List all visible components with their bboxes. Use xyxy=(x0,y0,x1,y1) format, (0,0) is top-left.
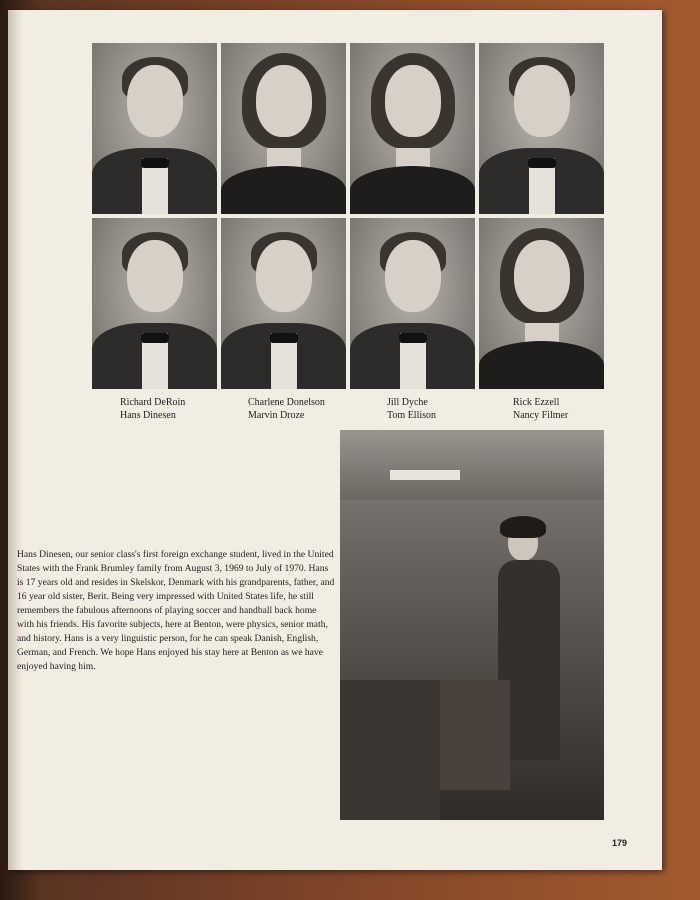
caption-name: Rick Ezzell xyxy=(513,397,560,408)
caption-name: Jill Dyche xyxy=(387,397,428,408)
caption-name: Hans Dinesen xyxy=(120,410,176,421)
caption-name: Richard DeRoin xyxy=(120,397,186,408)
caption-column-2 xyxy=(248,396,325,422)
page-edge xyxy=(8,10,24,870)
portrait-charlene-donelson xyxy=(221,43,346,214)
portrait-marvin-droze xyxy=(221,218,346,389)
caption-name: Tom Ellison xyxy=(387,410,437,421)
portrait-jill-dyche xyxy=(350,43,475,214)
caption-column-4 xyxy=(513,396,568,422)
caption-name: Nancy Filmer xyxy=(513,410,569,421)
caption-name: Charlene Donelson xyxy=(248,397,325,408)
portrait-nancy-filmer xyxy=(479,218,604,389)
portrait-tom-ellison xyxy=(350,218,475,389)
portrait-hans-dinesen xyxy=(92,218,217,389)
candid-photo-hans-at-podium xyxy=(340,430,604,820)
portrait-rick-ezzell xyxy=(479,43,604,214)
page-number: 179 xyxy=(612,838,628,848)
caption-column-3 xyxy=(387,396,436,422)
yearbook-page xyxy=(8,10,662,870)
article-paragraph: Hans Dinesen, our senior class's first foreign exchange student, lived in the United States with the Frank Brumley family from August 3, 1969 to July of 1970. Hans is 17 years old and resides in Skelskor, Denmark with his grandparents, father, and 16 year old sister, Berit. Being very impressed with United States life, he still remembers the fabulous afternoons of playing soccer and handball back home with his friends. His favorite subjects, here at Benton, were physics, senior math, and history. Hans is a very linguistic person, for he can speak Danish, English, German, and French. We hope Hans enjoyed his stay here at Benton as we have enjoyed having him. xyxy=(17,549,335,672)
caption-column-1 xyxy=(120,396,185,422)
caption-name: Marvin Droze xyxy=(248,410,305,421)
article-text xyxy=(17,548,335,674)
portrait-richard-deroin xyxy=(92,43,217,214)
